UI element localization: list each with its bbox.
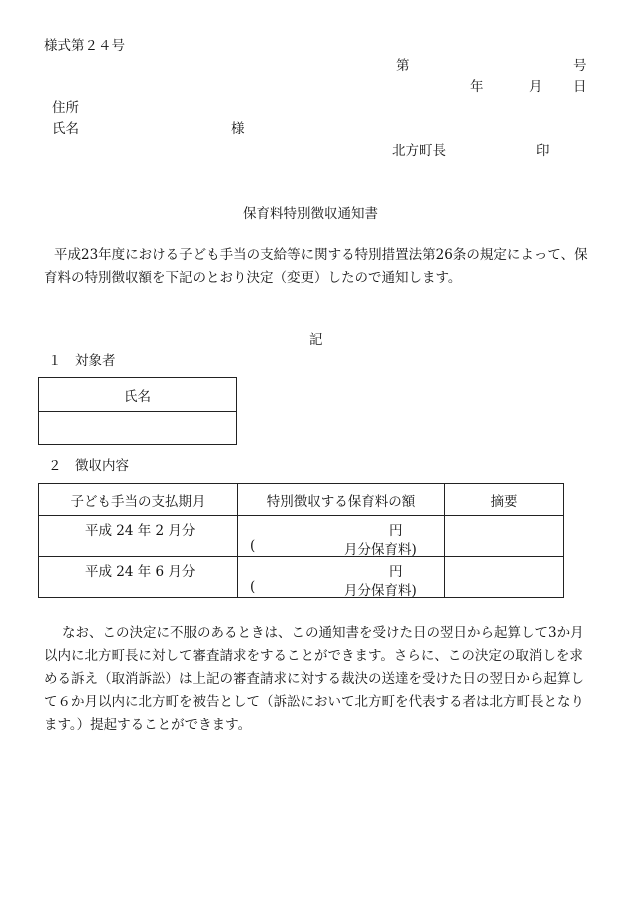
target-name-header: 氏名 (39, 378, 237, 412)
period-text: 平成 24 年 6 月分 (85, 564, 196, 580)
body-paragraph (44, 244, 592, 290)
amount-cell (238, 557, 445, 598)
target-name-cell (39, 412, 237, 445)
amount-cell (238, 516, 445, 557)
name-label: 氏名 (52, 121, 79, 137)
period-cell (39, 516, 238, 557)
document-title: 保育料特別徴収通知書 (243, 206, 378, 222)
section2-heading: ２ 徴収内容 (48, 458, 129, 474)
date-day-label: 日 (573, 79, 587, 95)
yen-unit: 円 (389, 564, 403, 580)
issuer-name: 北方町長 (392, 143, 446, 159)
yen-unit: 円 (389, 523, 403, 539)
honorific: 様 (231, 121, 245, 137)
col-header-period: 子ども手当の支払期月 (39, 484, 238, 516)
date-year-label: 年 (470, 79, 484, 95)
date-month-label: 月 (529, 79, 543, 95)
period-text: 平成 24 年 2 月分 (85, 523, 196, 539)
col-header-amount: 特別徴収する保育料の額 (238, 484, 445, 516)
table-row (39, 516, 564, 557)
period-cell (39, 557, 238, 598)
paren-open: ( (250, 579, 256, 595)
body-text: 平成23年度における子ども手当の支給等に関する特別措置法第26条の規定によって、保育料の特別徴収額を下記のとおり決定（変更）したので通知します。 (44, 247, 588, 286)
col-header-note: 摘要 (445, 484, 564, 516)
note-cell (445, 557, 564, 598)
target-person-table (38, 377, 237, 445)
form-number: 様式第２４号 (44, 38, 125, 54)
ki-marker: 記 (309, 332, 323, 348)
month-fee-label: 月分保育料) (344, 583, 417, 599)
seal-mark: 印 (536, 143, 550, 159)
appeal-notice (44, 622, 592, 737)
paren-open: ( (250, 538, 256, 554)
section1-heading: １ 対象者 (48, 353, 116, 369)
note-cell (445, 516, 564, 557)
appeal-notice-text: なお、この決定に不服のあるときは、この通知書を受けた日の翌日から起算して3か月以内に北方町長に対して審査請求をすることができます。さらに、この決定の取消しを求める訴え（取消訴訟）は上記の審査請求に対する裁決の送達を受けた日の翌日から起算して６か月以内に北方町を被告として（訴訟において北方町を代表する者は北方町長となります。）提起することができます。 (44, 625, 584, 733)
month-fee-label: 月分保育料) (344, 542, 417, 558)
number-suffix: 号 (573, 58, 587, 74)
collection-table (38, 483, 564, 598)
number-prefix: 第 (396, 58, 410, 74)
table-row (39, 557, 564, 598)
address-label: 住所 (52, 100, 79, 116)
